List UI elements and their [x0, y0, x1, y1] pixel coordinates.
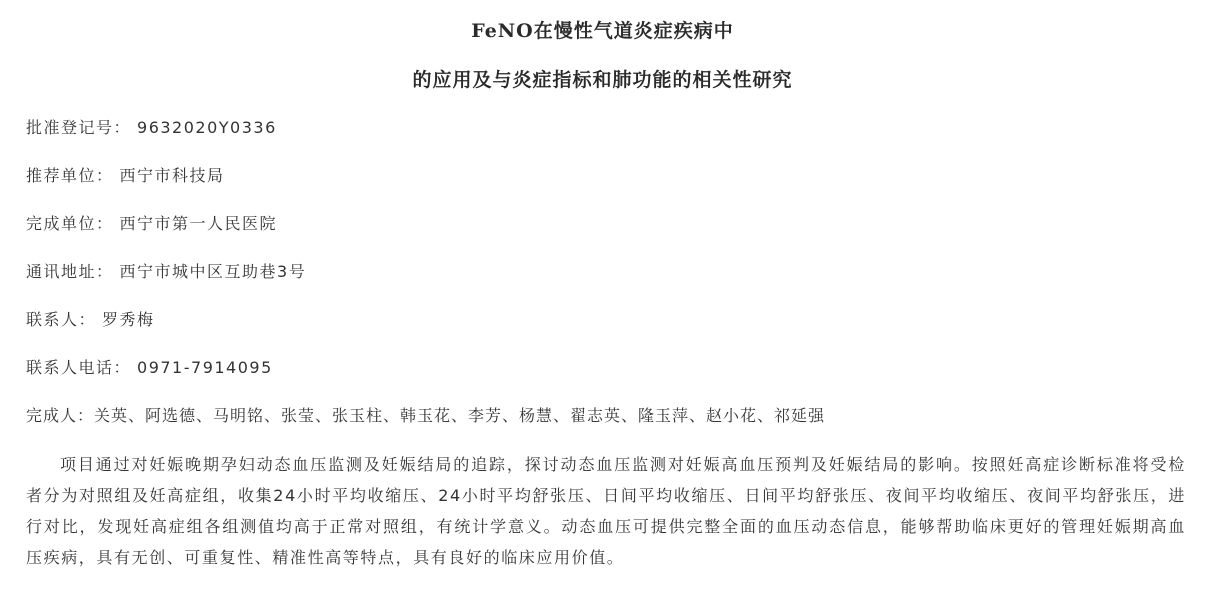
recommender-value: 西宁市科技局 — [119, 166, 225, 185]
contact-row — [26, 307, 155, 330]
address-label: 通讯地址： — [26, 262, 114, 281]
institution-row — [26, 211, 277, 234]
recommender-label: 推荐单位： — [26, 166, 114, 185]
contact-value: 罗秀梅 — [102, 310, 155, 329]
phone-label: 联系人电话： — [26, 358, 132, 377]
approval-number-row — [26, 115, 277, 138]
institution-value: 西宁市第一人民医院 — [119, 214, 278, 233]
address-row — [26, 259, 306, 282]
address-value: 西宁市城中区互助巷3号 — [119, 262, 307, 281]
phone-row — [26, 355, 273, 378]
approval-number-value: 9632020Y0336 — [137, 118, 277, 137]
approval-number-label: 批准登记号： — [26, 118, 132, 137]
phone-value: 0971-7914095 — [137, 358, 273, 377]
authors-row — [26, 403, 825, 426]
project-title-line-2: 的应用及与炎症指标和肺功能的相关性研究 — [412, 69, 793, 91]
project-title-line-1: FeNO在慢性气道炎症疾病中 — [471, 20, 734, 42]
authors-value: 关英、阿选德、马明铭、张莹、张玉柱、韩玉花、李芳、杨慧、翟志英、隆玉萍、赵小花、祁延强 — [94, 406, 826, 425]
institution-label: 完成单位： — [26, 214, 114, 233]
recommender-row — [26, 163, 225, 186]
project-abstract: 项目通过对妊娠晚期孕妇动态血压监测及妊娠结局的追踪，探讨动态血压监测对妊娠高血压预判及妊娠结局的影响。按照妊高症诊断标准将受检者分为对照组及妊高症组，收集24小时平均收缩压、24小时平均舒张压、日间平均收缩压、日间平均舒张压、夜间平均收缩压、夜间平均舒张压，进行对比，发现妊高症组各组测值均高于正常对照组，有统计学意义。动态血压可提供完整全面的血压动态信息，能够帮助临床更好的管理妊娠期高血压疾病，具有无创、可重复性、精准性高等特点，具有良好的临床应用价值。 — [26, 455, 1186, 567]
authors-label: 完成人： — [26, 406, 95, 425]
contact-label: 联系人： — [26, 310, 97, 329]
